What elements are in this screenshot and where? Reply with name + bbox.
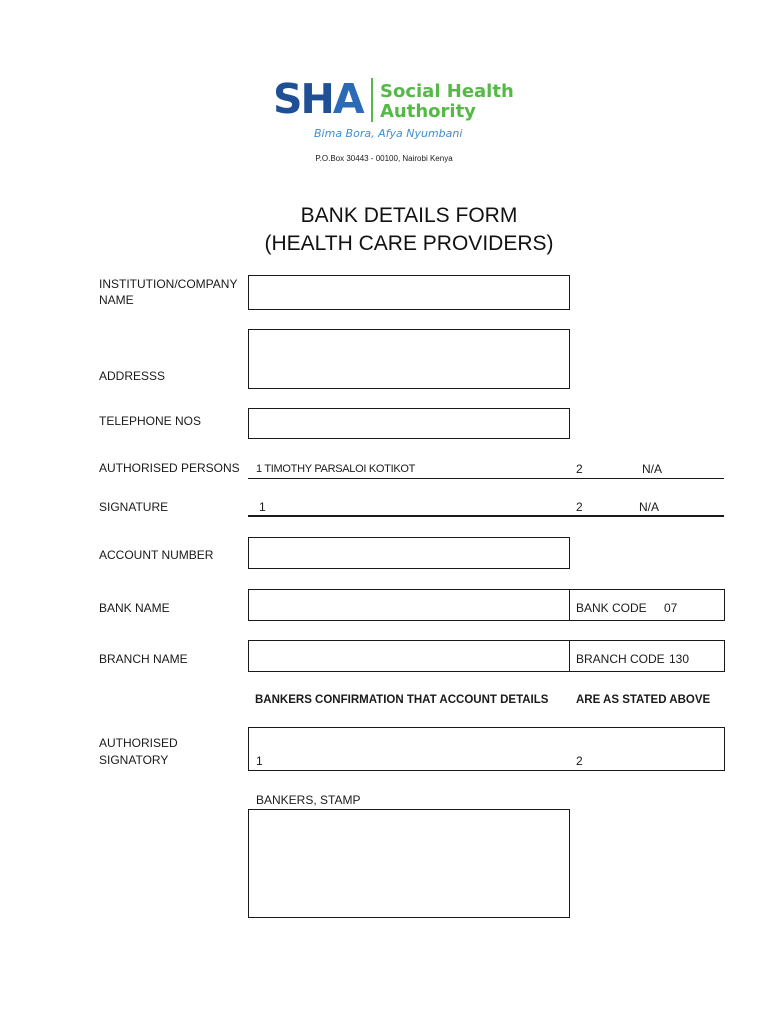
bankers-stamp-label: BANKERS, STAMP (256, 793, 361, 807)
bank-code-value: 07 (664, 601, 678, 615)
branch-code-value: 130 (669, 652, 690, 666)
authorised-persons-label: AUTHORISED PERSONS (99, 461, 240, 475)
logo-divider (371, 78, 373, 122)
authorised-person-1: 1 TIMOTHY PARSALOI KOTIKOT (256, 463, 416, 475)
logo-tagline: Bima Bora, Afya Nyumbani (314, 127, 463, 140)
signatory-1-number: 1 (256, 754, 263, 768)
authorised-person-2-value: N/A (642, 462, 663, 476)
signature-2-value: N/A (639, 500, 660, 514)
address-field[interactable] (248, 329, 570, 389)
address-label: ADDRESSS (99, 369, 166, 383)
sha-logo-mark: SHA (273, 75, 363, 123)
bankers-stamp-box[interactable] (248, 809, 570, 918)
form-title-line1: BANK DETAILS FORM (300, 204, 518, 227)
account-number-label: ACCOUNT NUMBER (99, 548, 214, 562)
institution-label-line1: INSTITUTION/COMPANY (99, 277, 238, 291)
logo-name-line2: Authority (380, 101, 476, 122)
account-number-field[interactable] (248, 537, 570, 569)
branch-code-label: BRANCH CODE (576, 652, 665, 666)
authorised-persons-underline (248, 478, 724, 479)
authorised-person-2-number: 2 (576, 462, 583, 476)
signature-1-number: 1 (259, 500, 266, 514)
institution-name-field[interactable] (248, 275, 570, 310)
institution-label-line2: NAME (99, 293, 134, 307)
bank-code-label: BANK CODE (576, 601, 647, 615)
authorised-signatory-field[interactable] (248, 727, 725, 771)
signature-underline (248, 515, 724, 517)
bankers-confirmation-text: BANKERS CONFIRMATION THAT ACCOUNT DETAILS (255, 694, 549, 706)
form-title-line2: (HEALTH CARE PROVIDERS) (264, 232, 554, 255)
logo-name-line1: Social Health (380, 81, 514, 102)
branch-name-label: BRANCH NAME (99, 652, 188, 666)
postal-address: P.O.Box 30443 - 00100, Nairobi Kenya (315, 154, 453, 163)
bank-name-label: BANK NAME (99, 601, 170, 615)
telephone-field[interactable] (248, 408, 570, 439)
logo-name (380, 82, 514, 122)
branch-name-field[interactable] (248, 640, 570, 672)
signatory-2-number: 2 (576, 754, 583, 768)
bank-name-field[interactable] (248, 589, 570, 621)
authorised-signatory-label-line1: AUTHORISED (99, 736, 178, 750)
signature-label: SIGNATURE (99, 500, 169, 514)
signature-2-number: 2 (576, 500, 583, 514)
telephone-label: TELEPHONE NOS (99, 414, 202, 428)
bankers-confirmation-text-end: ARE AS STATED ABOVE (576, 694, 711, 706)
authorised-signatory-label-line2: SIGNATORY (99, 753, 169, 767)
